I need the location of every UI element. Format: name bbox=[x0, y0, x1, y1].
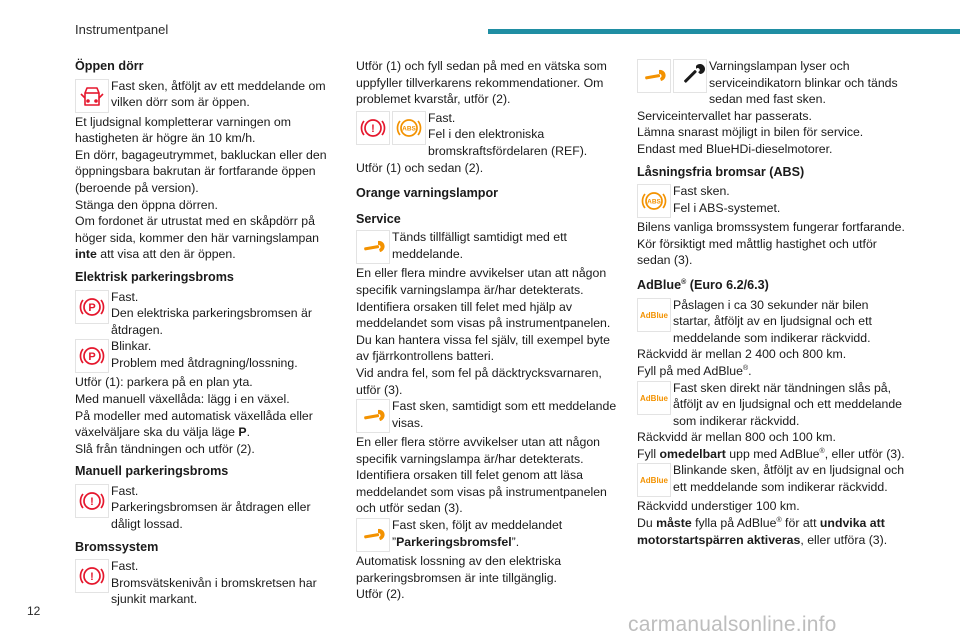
brake-warning-icon bbox=[75, 559, 109, 593]
text: Fast. bbox=[111, 483, 139, 498]
column-3 bbox=[637, 58, 905, 548]
svg-text:!: ! bbox=[90, 571, 94, 584]
text: Du kan hantera vissa fel själv, till exempel byte av fjärrkontrollens batteri. bbox=[356, 332, 611, 364]
text: Bromsvätskenivån i bromskretsen har sjunkit markant. bbox=[111, 575, 317, 607]
text: Med manuell växellåda: lägg i en växel. bbox=[75, 391, 290, 406]
open-door-icon bbox=[75, 79, 109, 113]
text: Bilens vanliga bromssystem fungerar fortfarande. bbox=[637, 220, 905, 235]
abs-row bbox=[637, 183, 905, 219]
brake-system-row bbox=[75, 558, 337, 608]
header-accent-bar bbox=[488, 29, 960, 34]
text: Fel i ABS-systemet. bbox=[673, 200, 781, 215]
heading-brake-system: Bromssystem bbox=[75, 539, 159, 554]
heading-open-door: Öppen dörr bbox=[75, 59, 144, 73]
text: Problem med åtdragning/lossning. bbox=[111, 355, 298, 370]
column-1 bbox=[75, 58, 337, 608]
heading-orange-lamps: Orange varningslampor bbox=[356, 186, 499, 201]
heading-adblue: AdBlue® (Euro 6.2/6.3) bbox=[637, 277, 769, 292]
text: Utför (1): parkera på en plan yta. bbox=[75, 375, 253, 390]
adblue-icon bbox=[637, 463, 671, 497]
text: Räckvidd är mellan 800 och 100 km. bbox=[637, 430, 836, 445]
watermark: carmanualsonline.info bbox=[628, 613, 837, 636]
text: Kör försiktigt med måttlig hastighet och utför sedan (3). bbox=[637, 236, 877, 268]
wrench-icon bbox=[637, 59, 671, 93]
heading-abs: Låsningsfria bromsar (ABS) bbox=[637, 164, 805, 179]
wrench-icon bbox=[356, 399, 390, 433]
column-2 bbox=[356, 58, 620, 603]
text: Fyll omedelbart upp med AdBlue®, eller utför (3). bbox=[637, 446, 905, 461]
text: Varningslampan lyser och serviceindikatorn blinkar och tänds sedan med fast sken. bbox=[709, 59, 898, 107]
text: Fast sken. bbox=[673, 184, 730, 199]
abs-icon bbox=[392, 111, 426, 145]
text: Fel i den elektroniska bromskraftsfördelaren (REF). bbox=[428, 127, 588, 158]
brake-warning-icon bbox=[75, 484, 109, 518]
brake-warning-icon bbox=[356, 111, 390, 145]
adblue-icon bbox=[637, 298, 671, 332]
text: Fast. bbox=[111, 559, 139, 574]
service-maintenance-row bbox=[637, 58, 905, 108]
running-header: Instrumentpanel bbox=[75, 22, 169, 37]
parking-brake-icon bbox=[75, 290, 109, 324]
svg-text:P: P bbox=[88, 351, 96, 364]
text: Fast sken direkt när tändningen slås på, åtföljt av en ljudsignal och ett meddelande som indikerar räckvidd. bbox=[673, 380, 903, 428]
manual-brake-row bbox=[75, 483, 337, 533]
text: Du måste fylla på AdBlue® för att undvika att motorstartspärren aktiveras, eller utföra (3). bbox=[637, 516, 888, 547]
adblue-badge-text: AdBlue bbox=[640, 310, 668, 320]
text: En dörr, bagageutrymmet, bakluckan eller den öppningsbara bakrutan är fortfarande öppen (beroende på version). bbox=[75, 147, 327, 195]
adblue-row-2 bbox=[637, 380, 905, 430]
adblue-row-3 bbox=[637, 462, 905, 498]
text: Räckvidd understiger 100 km. bbox=[637, 499, 800, 514]
service-row-1 bbox=[356, 229, 620, 265]
ref-row bbox=[356, 110, 620, 160]
text: Fyll på med AdBlue®. bbox=[637, 363, 752, 378]
text: Påslagen i ca 30 sekunder när bilen startar, åtföljt av en ljudsignal och ett meddelande som indikerar räckvidd. bbox=[673, 297, 872, 345]
text: Utför (1) och sedan (2). bbox=[356, 160, 484, 175]
text: En eller flera mindre avvikelser utan att någon specifik varningslampa är/har detekterats. bbox=[356, 266, 607, 297]
wrench-icon bbox=[356, 230, 390, 264]
text: Tänds tillfälligt samtidigt med ett meddelande. bbox=[392, 230, 567, 261]
text: Fast sken, följt av meddelandet ”Parkeringsbromsfel”. bbox=[392, 518, 563, 549]
text: Räckvidd är mellan 2 400 och 800 km. bbox=[637, 347, 847, 362]
epb-row-fixed bbox=[75, 289, 337, 339]
text: Lämna snarast möjligt in bilen för service. bbox=[637, 125, 864, 140]
svg-text:!: ! bbox=[90, 495, 94, 508]
text: Identifiera orsaken till felet genom att läsa meddelandet som visas på instrumentpanelen och utför sedan (3). bbox=[356, 468, 607, 516]
text: Slå från tändningen och utför (2). bbox=[75, 441, 255, 456]
adblue-icon bbox=[637, 381, 671, 415]
adblue-badge-text: AdBlue bbox=[640, 476, 668, 486]
svg-text:ABS: ABS bbox=[647, 198, 661, 206]
svg-text:P: P bbox=[88, 301, 96, 314]
wrench-icon bbox=[356, 518, 390, 552]
svg-text:ABS: ABS bbox=[402, 125, 416, 133]
parking-brake-icon bbox=[75, 339, 109, 373]
text: Utför (2). bbox=[356, 587, 405, 602]
text: En eller flera större avvikelser utan att någon specifik varningslampa är/har detekterats. bbox=[356, 435, 601, 466]
service-row-3 bbox=[356, 517, 620, 553]
text: Parkeringsbromsen är åtdragen eller dåligt lossad. bbox=[111, 500, 311, 532]
open-door-row bbox=[75, 78, 337, 114]
heading-manual-parking-brake: Manuell parkeringsbroms bbox=[75, 464, 229, 479]
text: Endast med BlueHDi-dieselmotorer. bbox=[637, 141, 833, 156]
text: Fast. bbox=[428, 110, 456, 125]
text: Serviceintervallet har passerats. bbox=[637, 108, 812, 123]
text: Identifiera orsaken till felet med hjälp av meddelandet som visas på instrumentpanelen. bbox=[356, 299, 611, 331]
text: Den elektriska parkeringsbromsen är åtdragen. bbox=[111, 306, 312, 337]
open-door-desc: Fast sken, åtföljt av ett meddelande om vilken dörr som är öppen. bbox=[111, 78, 326, 110]
adblue-row-1 bbox=[637, 297, 905, 347]
text: På modeller med automatisk växellåda eller växelväljare ska du välja läge P. bbox=[75, 408, 313, 440]
service-wrench-dark-icon bbox=[673, 59, 707, 93]
text: Automatisk lossning av den elektriska parkeringsbromsen är inte tillgänglig. bbox=[356, 554, 562, 585]
page-number: 12 bbox=[27, 604, 41, 618]
text: Fast. bbox=[111, 289, 139, 304]
heading-service: Service bbox=[356, 211, 401, 226]
text: Om fordonet är utrustat med en skåpdörr på höger sida, kommer den här varningslampan inte att visa att den är öppen. bbox=[75, 214, 320, 262]
service-row-2 bbox=[356, 398, 620, 434]
text: Blinkar. bbox=[111, 339, 152, 354]
text: Et ljudsignal kompletterar varningen om hastigheten är högre än 10 km/h. bbox=[75, 114, 291, 146]
text: Utför (1) och fyll sedan på med en vätska som uppfyller tillverkarens rekommendationer. Om problemet kvarstår, utför (2). bbox=[356, 59, 607, 107]
text: Stänga den öppna dörren. bbox=[75, 197, 218, 212]
svg-text:!: ! bbox=[371, 122, 375, 135]
text: Blinkande sken, åtföljt av en ljudsignal och ett meddelande som indikerar räckvidd. bbox=[673, 463, 905, 495]
text: Fast sken, samtidigt som ett meddelande visas. bbox=[392, 399, 617, 430]
heading-electric-parking-brake: Elektrisk parkeringsbroms bbox=[75, 269, 234, 284]
epb-row-flash bbox=[75, 338, 337, 374]
text: Vid andra fel, som fel på däcktrycksvarnaren, utför (3). bbox=[356, 365, 602, 397]
abs-icon bbox=[637, 184, 671, 218]
adblue-badge-text: AdBlue bbox=[640, 393, 668, 403]
